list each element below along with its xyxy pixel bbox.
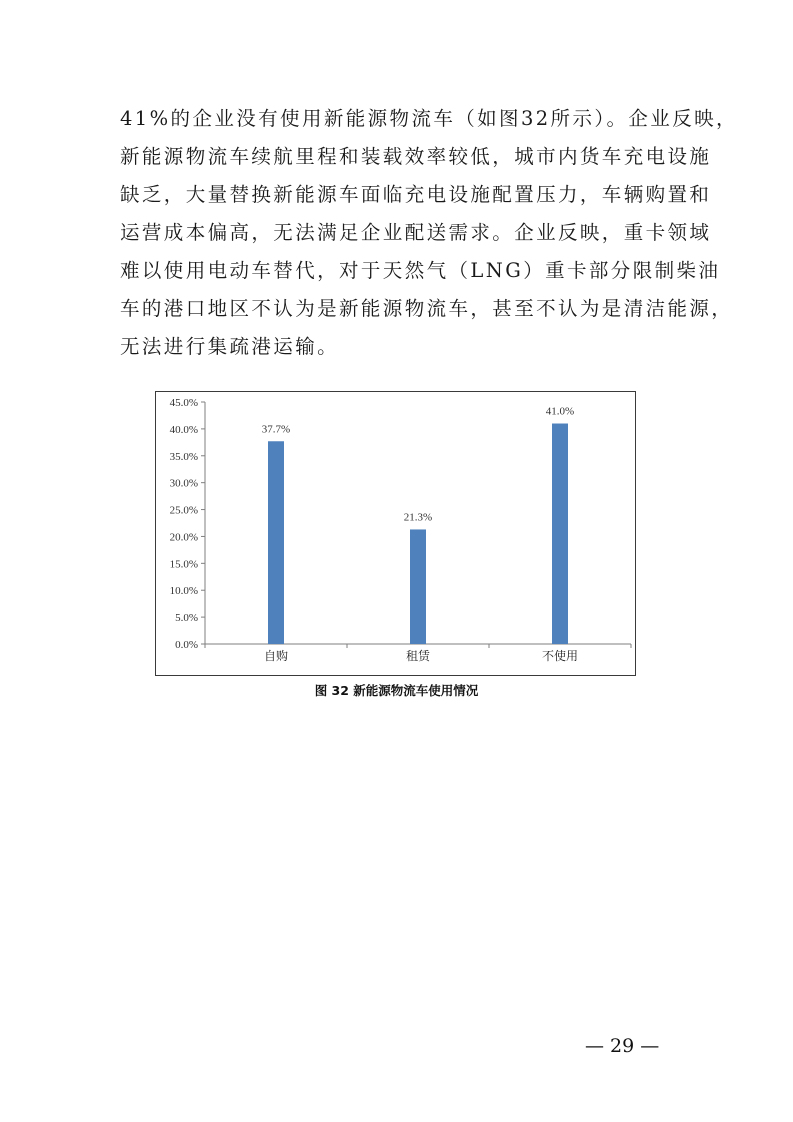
chart-frame (155, 391, 636, 676)
text-line: 运营成本偏高，无法满足企业配送需求。企业反映，重卡领域 (120, 221, 712, 244)
body-paragraph-1 (120, 100, 738, 366)
y-tick-label: 45.0% (169, 397, 198, 409)
data-label: 37.7% (261, 423, 291, 436)
x-category-label: 租赁 (405, 649, 431, 663)
x-category-label: 自购 (263, 649, 289, 663)
y-tick-label: 15.0% (169, 558, 198, 571)
bar (268, 441, 284, 644)
y-tick-label: 20.0% (169, 531, 198, 544)
x-category-label: 不使用 (541, 649, 579, 663)
bar (552, 424, 568, 644)
y-tick-label: 0.0% (175, 639, 198, 651)
text-line: 车的港口地区不认为是新能源物流车，甚至不认为是清洁能源， (120, 297, 734, 320)
data-label: 41.0% (545, 405, 575, 418)
data-label: 21.3% (403, 511, 433, 524)
bar-chart (156, 392, 635, 675)
text-line: 无法进行集疏港运输。 (120, 335, 340, 358)
y-tick-label: 30.0% (169, 477, 198, 490)
y-tick-label: 25.0% (169, 504, 198, 517)
page-number: — 29 — (585, 1035, 660, 1057)
y-tick-label: 35.0% (169, 450, 198, 463)
text-line: 新能源物流车续航里程和装载效率较低，城市内货车充电设施 (120, 145, 712, 168)
text-line: 缺乏，大量替换新能源车面临充电设施配置压力，车辆购置和 (120, 183, 712, 206)
y-tick-label: 10.0% (169, 585, 198, 598)
text-line: 41%的企业没有使用新能源物流车（如图32所示）。企业反映， (120, 107, 738, 130)
text-line: 难以使用电动车替代，对于天然气（LNG）重卡部分限制柴油 (120, 259, 721, 282)
figure-caption: 图 32 新能源物流车使用情况 (314, 683, 479, 698)
y-tick-label: 5.0% (175, 612, 198, 625)
bar (410, 529, 426, 644)
y-tick-label: 40.0% (169, 423, 198, 436)
